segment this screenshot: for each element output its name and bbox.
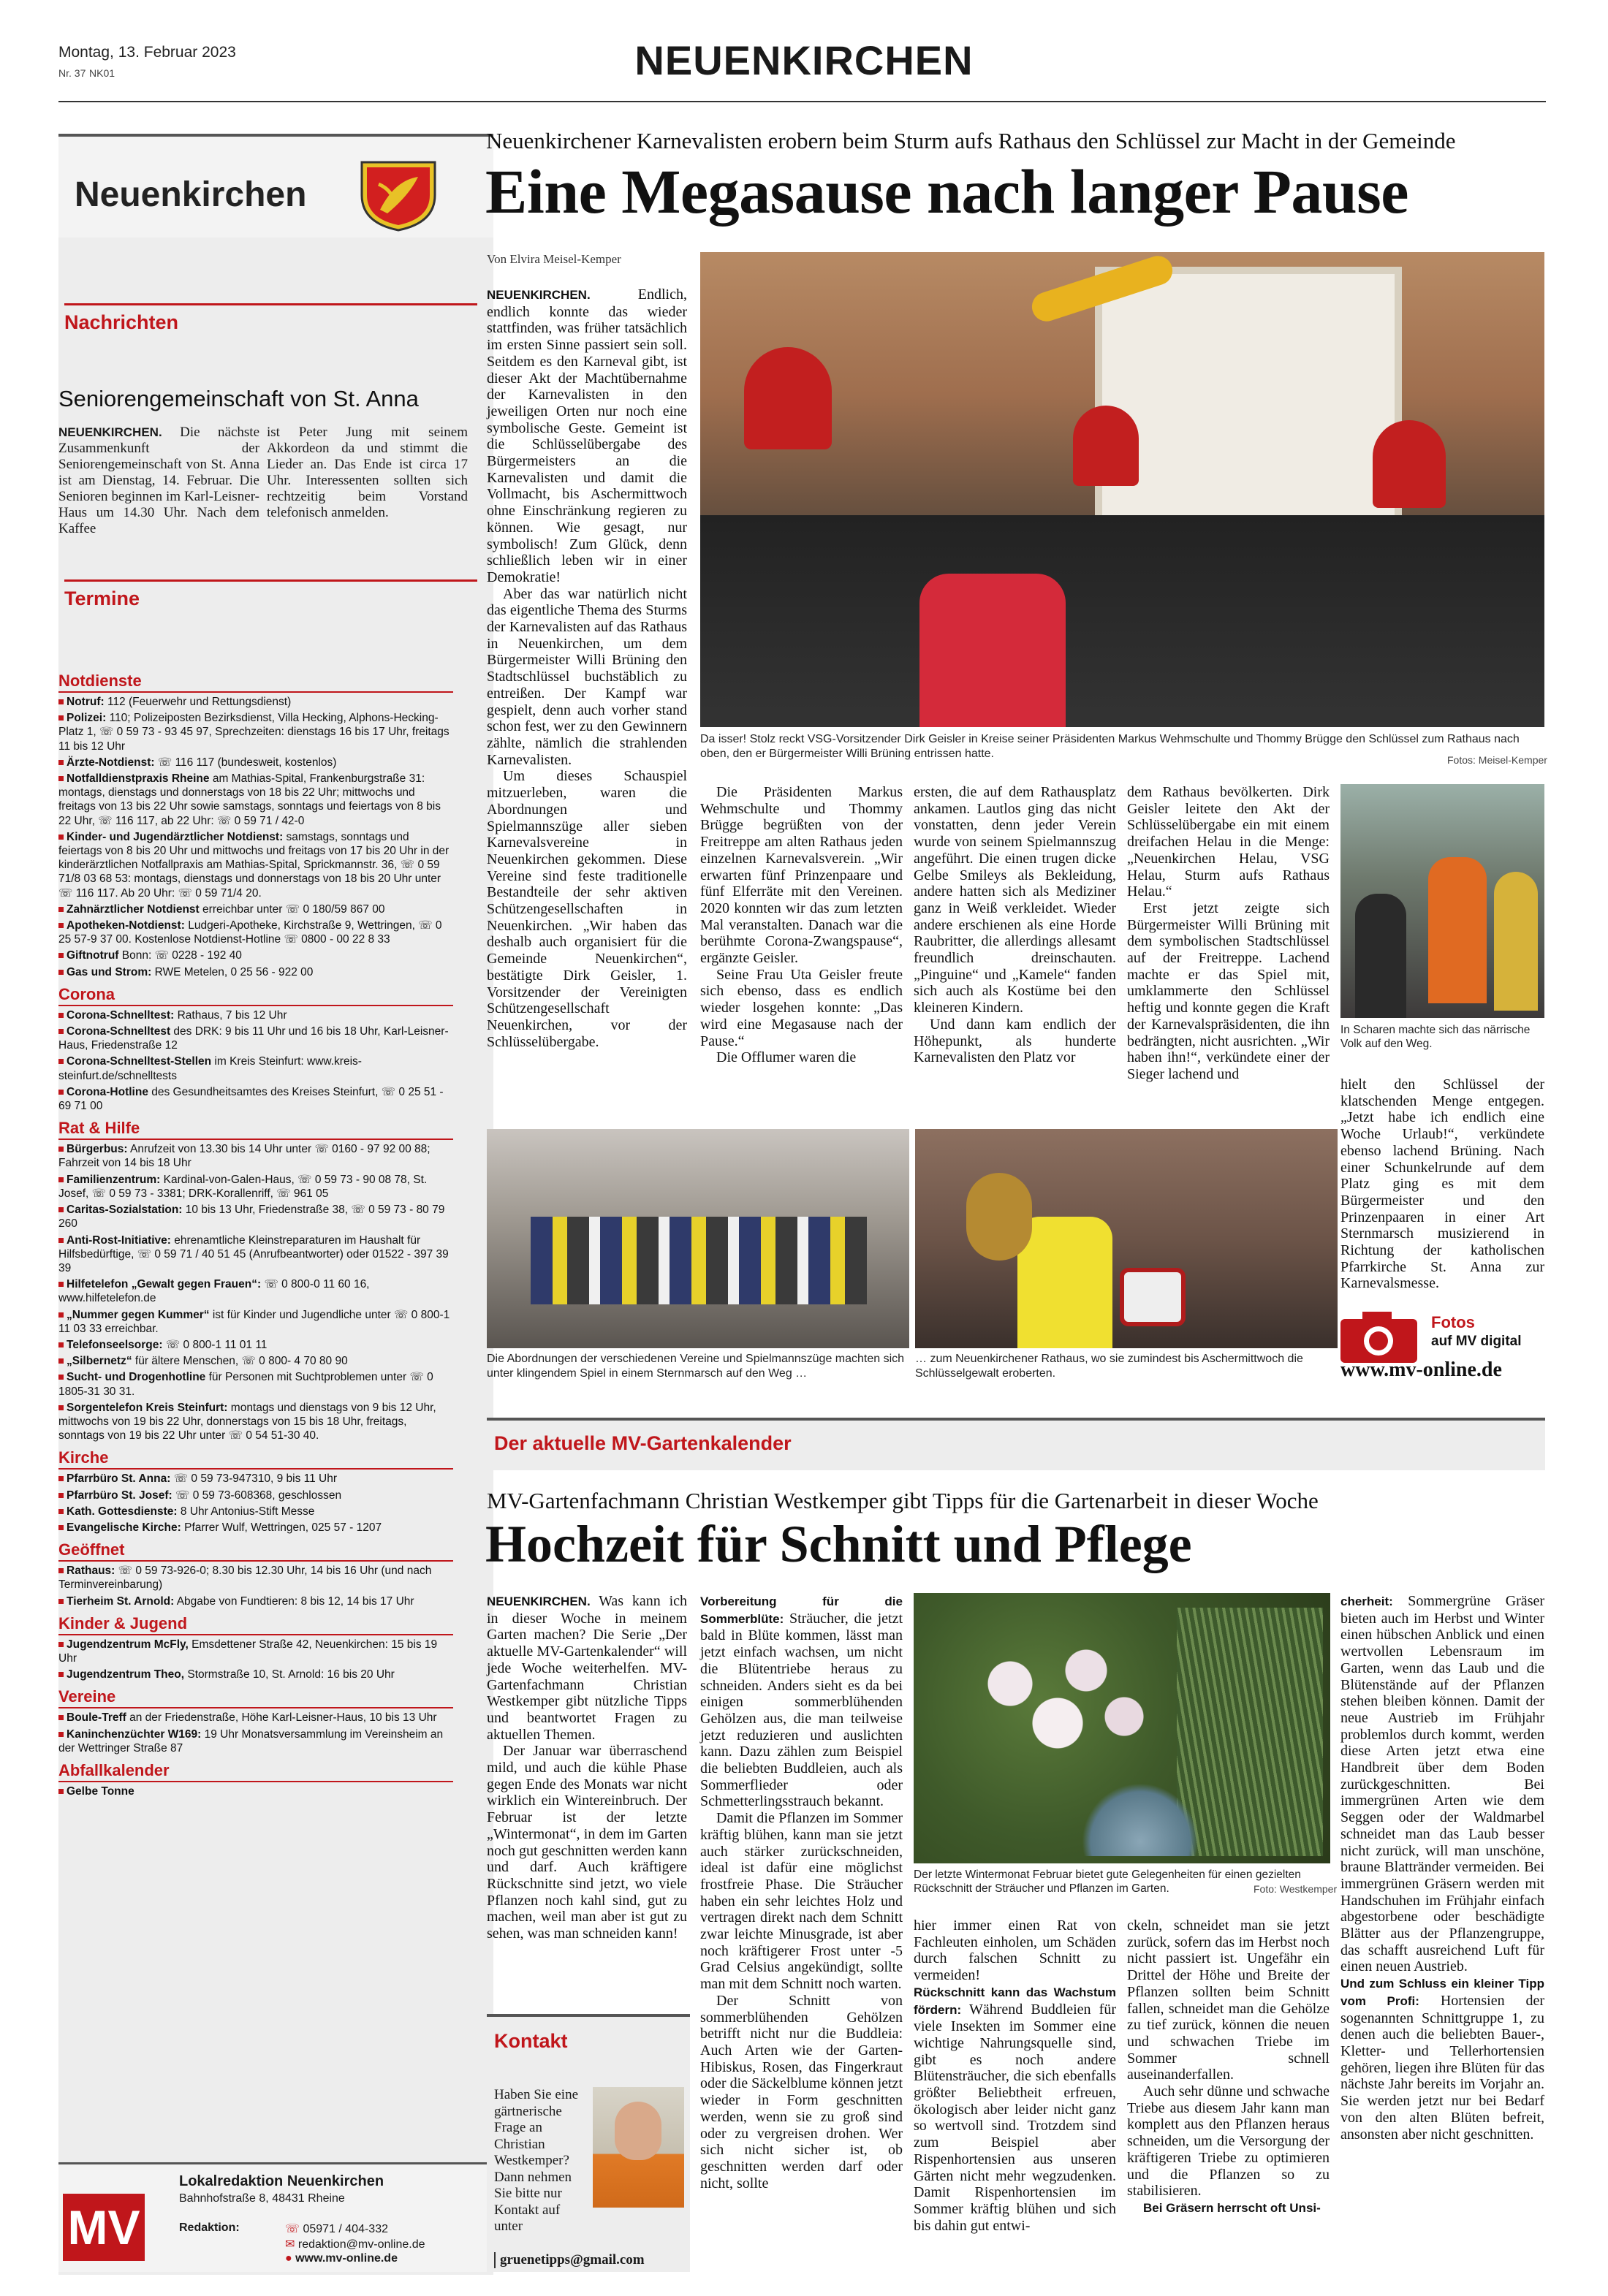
promo-line1: Fotos xyxy=(1431,1313,1475,1331)
photo-crowd-side xyxy=(1340,784,1544,1018)
service-item-text: ☏ 0 800-1 11 01 11 xyxy=(165,1338,268,1351)
bullet-icon xyxy=(58,1312,64,1318)
service-item-label: Kath. Gottesdienste: xyxy=(67,1505,178,1518)
service-item-label: Corona-Schnelltest xyxy=(67,1025,171,1038)
article1-col3 xyxy=(914,784,1116,1066)
service-item-text: 8 Uhr Antonius-Stift Messe xyxy=(180,1505,315,1518)
bullet-icon xyxy=(58,1147,64,1152)
service-item-text: 10 bis 13 Uhr, Friedenstraße 38, ☏ 0 59 73 - 80 79 260 xyxy=(58,1204,445,1231)
nachrichten-heading: Nachrichten xyxy=(64,303,477,334)
article2-col2-head: Vorbereitung für die Sommerblüte: xyxy=(700,1594,903,1626)
bullet-icon xyxy=(58,760,64,765)
service-item-text: Ludgeri-Apotheke, Kirchstraße 9, Wettringen, ☏ 0 25 57-9 37 00. Kostenlose Notdienst-Hotline ☏ 0800 - 00 22 8 33 xyxy=(58,919,442,946)
mv-logo: MV xyxy=(63,2194,145,2261)
bullet-icon xyxy=(58,1013,64,1018)
bullet-icon xyxy=(58,970,64,975)
bullet-icon xyxy=(58,699,64,704)
service-item-text: am Mathias-Spital, Frankenburgstraße 31: montags, dienstags und donnerstags von 18 bis 22 Uhr; mittwochs und freitags von 13 bis 22 Uhr sowie samstags, sonntags und feiertags von 8 bis 22 Uhr, ☏ 116 117, ab 22 Uhr: ☏ 0 59 71 / 42-0 xyxy=(58,772,441,827)
masthead-rule xyxy=(58,101,1546,102)
service-item xyxy=(58,965,453,979)
service-item-label: Corona-Schnelltest: xyxy=(67,1008,175,1022)
service-item xyxy=(58,1668,453,1681)
article2-col1-p1: Der Januar war überraschend mild, und auch die kühle Phase gegen Ende des Monats war nicht wirklich ein Wintereinbruch. Der Februar ist der letzte „Wintermonat“, in dem im Garten noch gut geschnitten werden kann und darf. Auch kräftigere Rückschnitte sind jetzt, wo viele Pflanzen noch kahl sind, gut zu machen, weil man aber ist gut zu sehen, was man schneiden kann! xyxy=(487,1743,687,1942)
article2-col5-lead: cherheit: xyxy=(1340,1594,1393,1608)
service-item-text: des Gesundheitsamtes des Kreises Steinfurt, ☏ 0 25 51 - 69 71 00 xyxy=(58,1085,444,1113)
promo-line2: auf MV digital xyxy=(1431,1334,1522,1349)
service-item xyxy=(58,1594,453,1608)
redaktion-web[interactable]: ● www.mv-online.de xyxy=(285,2252,398,2265)
senior-title: Seniorengemeinschaft von St. Anna xyxy=(58,386,419,411)
service-item-text: 19 Uhr Monatsversammlung im Vereinsheim an der Wettringer Straße 87 xyxy=(58,1727,444,1755)
bullet-icon xyxy=(58,1358,64,1364)
photo-march2-drum xyxy=(1120,1268,1186,1326)
redaktion-email-value[interactable]: redaktion@mv-online.de xyxy=(297,2238,425,2251)
bullet-icon xyxy=(58,953,64,958)
service-item xyxy=(58,1085,453,1113)
service-item-text: an der Friedenstraße, Höhe Karl-Leisner-Haus, 10 bis 13 Uhr xyxy=(129,1711,437,1725)
service-item-label: Evangelische Kirche: xyxy=(67,1521,181,1534)
bullet-icon xyxy=(58,907,64,912)
article2-col5-p0: Sommergrüne Gräser bieten auch im Herbst und Winter einen hübschen Anblick und einen wertvollen Lebensraum im Garten, wenn das Laub und die Blütenstände auf der Pflanzen stehen bleiben können. Damit der neue Austrieb im Frühjahr problemlos durch kommt, werden diese Arten jetzt etwa eine Handbreit über dem Boden zurückgeschnitten. Bei immergrünen Arten wie dem Seggen oder der Waldmarbel schneidet man das Laub besser nicht zurück, will man unschöne, braune Blattränder vermeiden. Bei immergrünen Gräsern werden mit Handschuhen im Frühjahr einfach abgestorbene oder beschädigte Blätter aus der Pflanzengruppe, das schafft ausreichend Luft für einen neuen Austrieb. xyxy=(1340,1593,1545,1975)
article2-kicker: MV-Gartenfachmann Christian Westkemper gibt Tipps für die Gartenarbeit in dieser Woche xyxy=(487,1488,1319,1513)
bullet-icon xyxy=(58,1715,64,1720)
article2-col4-p0: ckeln, schneidet man sie jetzt zurück, sofern das im Herbst noch nicht passiert ist. Ungefähr ein Drittel der Höhe und Breite der Pflanzen sollten beim Schnitt fallen, schneidet man die Gehölze zu tief zurück, können die neuen und schwachen Triebe im Sommer schnell auseinanderfallen. xyxy=(1127,1917,1330,2083)
service-item-label: Kinder- und Jugendärztlicher Notdienst: xyxy=(67,830,284,843)
bullet-icon xyxy=(58,1642,64,1647)
redaktion-phone: ☏ 05971 / 404-332 xyxy=(285,2223,388,2235)
service-item-text: ☏ 0 59 73-947310, 9 bis 11 Uhr xyxy=(173,1472,338,1486)
town-box xyxy=(58,134,493,237)
article2-dateline: NEUENKIRCHEN. xyxy=(487,1594,591,1608)
sidebar xyxy=(58,134,493,2275)
bullet-icon xyxy=(58,1789,64,1794)
promo-url[interactable]: www.mv-online.de xyxy=(1340,1358,1502,1381)
article1-col1-p1: Aber das war natürlich nicht das eigentliche Thema des Sturms der Karnevalisten auf das Rathaus in Neuenkirchen, um dem Bürgermeister Willi Brüning den Stadtschlüssel buchstäblich zu entreißen. Der Kampf war gespielt, denn auch vorher stand schon fest, wer zu den Gewinnern zählte, nämlich die strahlenden Karnevalisten. xyxy=(487,585,687,768)
article1-col2-p1: Seine Frau Uta Geisler freute sich ebenso, dass es endlich wieder losgehen konnte: „Das wird eine Megasause nach der Pause.“ xyxy=(700,966,903,1049)
service-item-label: Tierheim St. Arnold: xyxy=(67,1594,175,1608)
service-item xyxy=(58,1727,453,1755)
service-item-label: Gas und Strom: xyxy=(67,965,152,978)
bullet-icon xyxy=(58,1029,64,1034)
photo-garden xyxy=(914,1593,1330,1863)
article1-col5-p0: hielt den Schlüssel der klatschenden Menge entgegen. „Jetzt habe ich endlich eine Woche Urlaub!“, verkündete ebenso lachend Brüning. Nach einer Schunkelrunde auf dem Platz ging es mit dem Bürgermeister und den Prinzenpaaren in einer Art Sternmarsch musizierend in Richtung der katholischen Pfarrkirche St. Anna zur Karnevalsmesse. xyxy=(1340,1076,1544,1292)
article1-col1-p2: Um dieses Schauspiel mitzuerleben, waren die Abordnungen und Spielmannszüge aller sieben Karnevalsvereine in Neuenkirchen gekommen. Diese Vereine sind feste traditionelle Bestandteile der sehr aktiven Schützengesellschaften in Neuenkirchen. „Wir haben das deshalb auch organisiert für die Gemeinde Neuenkirchen“, bestätigte Dirk Geisler, 1. Vorsitzender der Vereinigten Schützengesellschaft Neuenkirchen, vor der Schlüsselübergabe. xyxy=(487,768,687,1050)
service-item xyxy=(58,1173,453,1201)
kontakt-photo xyxy=(593,2087,684,2208)
bullet-icon xyxy=(58,1282,64,1287)
service-item-text: Rathaus, 7 bis 12 Uhr xyxy=(177,1008,287,1022)
termine-heading: Termine xyxy=(64,579,477,610)
photo-main-credit: Fotos: Meisel-Kemper xyxy=(1447,754,1547,766)
article2-col4-p1: Auch sehr dünne und schwache Triebe aus diesem Jahr kann man komplett aus den Pflanzen heraus schneiden, um die Versorgung der kräftigeren Triebe zu optimieren und die Pflanzen so zu stabilisieren. xyxy=(1127,2083,1330,2200)
service-item-text: Abgabe von Fundtieren: 8 bis 12, 14 bis 17 Uhr xyxy=(176,1594,414,1608)
redaktion-address: Bahnhofstraße 8, 48431 Rheine xyxy=(179,2192,345,2205)
article2-col2 xyxy=(700,1593,903,2192)
article2-col4 xyxy=(1127,1917,1330,2217)
photo-side-figure-2 xyxy=(1355,894,1406,1018)
article2-col3 xyxy=(914,1917,1116,2234)
service-item-text: Kardinal-von-Galen-Haus, ☏ 0 59 73 - 90 08 78, St. Josef, ☏ 0 59 73 - 3381; DRK-Korallenriff, ☏ 961 05 xyxy=(58,1173,428,1200)
article1-kicker: Neuenkirchener Karnevalisten erobern beim Sturm aufs Rathaus den Schlüssel zur Macht in der Gemeinde xyxy=(486,128,1456,153)
service-item xyxy=(58,1354,453,1368)
bullet-icon xyxy=(58,1207,64,1212)
service-item-label: Notfalldienstpraxis Rheine xyxy=(67,772,210,786)
article2-col5-p1: Hortensien der sogenannten Schnittgruppe 1, zu denen auch die beliebten Bauer-, Kletter- und Tellerhortensien gehören, liegen ihre Blüten für das nächste Jahr bereits im Vorjahr an. Sie werden jetzt nur bei Bedarf von den alten Blüten befreit, ansonsten aber nicht geschnitten. xyxy=(1340,1992,1545,2143)
article1-col3-p0: ersten, die auf dem Rathausplatz ankamen. Lautlos ging das nicht vonstatten, denn jeder Verein wurde von seinem Spielmannszug angeführt. Die einen trugen dicke Gelbe Smileys als Bekleidung, andere hatten sich als Mediziner ganz in Weiß verkleidet. Wieder andere erschienen als eine Horde Raubritter, die allerdings allesamt freundlich dreinschauten. „Pinguine“ und „Kamele“ fanden sich auch als Kostüme bei den kleineren Kindern. xyxy=(914,784,1116,1016)
service-item-text: Emsdettener Straße 42, Neuenkirchen: 15 bis 19 Uhr xyxy=(58,1638,438,1665)
service-item-label: Caritas-Sozialstation: xyxy=(67,1204,183,1217)
photo-march2-tuba xyxy=(966,1173,1032,1261)
service-item xyxy=(58,1711,453,1725)
service-item xyxy=(58,1233,453,1276)
bullet-icon xyxy=(58,1509,64,1514)
senior-text-b: ist Peter Jung mit seinem Akkordeon da und stimmt die Lieder an. Das Ende ist circa 17 Uhr. Interessenten sollten sich rechtzeitig beim Vorstand telefonisch anmelden. xyxy=(267,425,468,520)
service-item-text: RWE Metelen, 0 25 56 - 922 00 xyxy=(154,965,314,978)
article1-col2-p0: Die Präsidenten Markus Wehmschulte und Thommy Brügge begrüßten von der Freitreppe am alten Rathaus jeden einzelnen Karnevalsverein. „Wir erwarten fünf Prinzenpaare und fünf Elferräte mit den Vereinen. 2020 konnten wir das zum letzten Mal veranstalten. Danach war die berühmte Corona-Zwangspause“, ergänzte Geisler. xyxy=(700,784,903,967)
article1-dateline: NEUENKIRCHEN. xyxy=(487,288,591,302)
service-item-label: Ärzte-Notdienst: xyxy=(67,756,155,769)
article2-col3-p1: Während Buddleien für viele Insekten im Sommer eine wichtige Nahrungsquelle sind, gibt es noch andere Blütensträucher, die sich ebenfalls größter Beliebtheit erfreuen, ökologisch aber leider nicht ganz so wertvoll sind. Trotzdem sind zum Beispiel aber Rispenhortensien aus unseren Gärten nicht mehr wegzudenken. Damit Rispenhortensien im Sommer kräftig blühen und sich bis dahin gut entwi- xyxy=(914,2001,1116,2234)
service-heading: Notdienste xyxy=(58,672,453,693)
town-name: Neuenkirchen xyxy=(75,175,307,214)
service-item-text: im Kreis Steinfurt: www.kreis-steinfurt.de/schnelltests xyxy=(58,1055,362,1082)
service-item-label: Notruf: xyxy=(67,696,105,708)
article1-col1-p0: Endlich, endlich konnte das wieder stattfinden, was früher tatsächlich im ersten Sinne passiert sein soll. Seitdem es den Karneval gibt, ist dieser Akt der Machtübernahme der Karnevalisten in den jeweiligen Orten nur noch eine symbolische Geste. Gemeint ist die Schlüsselübergabe des Bürgermeisters an die Karnevalisten und damit die Vollmacht, bis Aschermittwoch ohne Einschränkung regieren zu können. Wie gesagt, nur symbolisch! Zum Glück, denn schließlich leben wir in einer Demokratie! xyxy=(487,286,687,585)
service-item-text: für ältere Menschen, ☏ 0 800- 4 70 80 90 xyxy=(134,1355,348,1368)
bullet-icon xyxy=(58,1405,64,1410)
camera-icon xyxy=(1340,1312,1417,1366)
photo-b1-caption: Die Abordnungen der verschiedenen Vereine und Spielmannszüge machten sich unter klingendem Spiel in einem Sternmarsch auf den Weg … xyxy=(487,1353,905,1380)
service-heading: Kirche xyxy=(58,1448,453,1470)
bullet-icon xyxy=(58,1375,64,1380)
article2-col2-p0: Sträucher, die jetzt bald in Blüte kommen, lässt man jetzt einfach wachsen, um nicht die Blütentriebe heraus zu schneiden. Anders sieht es da bei einigen sommerblühenden Gehölzen aus, die man teilweise jetzt reduzieren und auslichten kann. Dazu zählen zum Beispiel die beliebten Buddleien, auch als Sommerflieder oder Schmetterlingsstrauch bekannt. xyxy=(700,1610,903,1810)
service-item-label: Jugendzentrum McFly, xyxy=(67,1638,189,1651)
service-item xyxy=(58,1489,453,1502)
service-item xyxy=(58,711,453,753)
bullet-icon xyxy=(58,835,64,840)
article2-col2-p1: Damit die Pflanzen im Sommer kräftig blühen, kann man sie jetzt auch stärker zurückschneiden, ideal ist dafür eine möglichst frostfreie Phase. Die Sträucher haben ein sehr leichtes Holz und vertragen direkt nach dem Schnitt zwar leichte Minusgrade, ist aber noch kräftigerer Frost unter -5 Grad Celsius angekündigt, sollte man mit dem Schnitt noch warten. xyxy=(700,1810,903,1993)
bullet-icon xyxy=(58,1238,64,1243)
service-item xyxy=(58,1784,453,1798)
service-item-label: Anti-Rost-Initiative: xyxy=(67,1233,171,1247)
service-item-label: Sorgentelefon Kreis Steinfurt: xyxy=(67,1401,228,1414)
bullet-icon xyxy=(58,1476,64,1481)
service-item xyxy=(58,1638,453,1665)
service-heading: Vereine xyxy=(58,1687,453,1708)
redaktion-title: Lokalredaktion Neuenkirchen xyxy=(179,2173,384,2189)
service-item-text: samstags, sonntags und feiertags von 8 bis 20 Uhr und mittwochs und freitags von 17 bis 20 Uhr in der kinderärztlichen Notfallpraxis am Mathias-Spital, Sprickmannstr. 36, ☏ 0 59 71/8 03 68 53: montags, dienstags und donnerstags von 18 bis 20 Uhr unter ☏ 116 117. Ab 20 Uhr: ☏ 0 59 71/4 20. xyxy=(58,830,450,900)
photo-garden-blossoms xyxy=(972,1644,1162,1776)
service-item-text: 110; Polizeiposten Bezirksdienst, Villa Hecking, Alphons-Hecking-Platz 1, ☏ 0 59 73 - 93 45 97, Sprechzeiten: dienstags 16 bis 17 Uhr, freitags 11 bis 12 Uhr xyxy=(58,712,450,753)
service-item-text: montags und dienstags von 9 bis 12 Uhr, mittwochs von 19 bis 22 Uhr, donnerstags von 15 bis 18 Uhr, freitags, sonntags von 19 bis 22 Uhr unter ☏ 0 54 51-30 40. xyxy=(58,1401,436,1442)
article2-col4-tail: Bei Gräsern herrscht oft Unsi- xyxy=(1143,2200,1321,2215)
photo-hat-1 xyxy=(744,347,832,449)
garden-section-title: Der aktuelle MV-Gartenkalender xyxy=(494,1432,792,1454)
service-item xyxy=(58,1203,453,1231)
service-item xyxy=(58,1472,453,1486)
service-item-label: Kaninchenzüchter W169: xyxy=(67,1727,202,1741)
service-item-text: des DRK: 9 bis 11 Uhr und 16 bis 18 Uhr, Karl-Leisner-Haus, Friedenstraße 12 xyxy=(58,1025,449,1052)
masthead-date: Montag, 13. Februar 2023 xyxy=(58,44,236,61)
service-heading: Geöffnet xyxy=(58,1540,453,1562)
photo-main-caption xyxy=(700,732,1544,761)
service-item-label: Giftnotruf xyxy=(67,949,119,962)
bullet-icon xyxy=(58,1732,64,1737)
article2-col1 xyxy=(487,1593,687,1942)
article1-col2 xyxy=(700,784,903,1066)
service-item xyxy=(58,949,453,962)
service-item xyxy=(58,1401,453,1443)
service-item-text: Anrufzeit von 13.30 bis 14 Uhr unter ☏ 0160 - 97 92 00 88; Fahrzeit von 14 bis 18 Uhr xyxy=(58,1143,431,1170)
masthead-title: NEUENKIRCHEN xyxy=(634,37,974,83)
photo-march-1 xyxy=(487,1129,909,1348)
service-heading: Kinder & Jugend xyxy=(58,1614,453,1635)
article2-col5-head: Und zum Schluss ein kleiner Tipp vom Profi: xyxy=(1340,1977,1544,2008)
garden-section-bar xyxy=(487,1418,1545,1470)
service-heading: Rat & Hilfe xyxy=(58,1119,453,1140)
photo-march-2 xyxy=(915,1129,1338,1348)
senior-text-a-body: Die nächste Zusammenkunft der Seniorengemeinschaft von St. Anna ist am Dienstag, 14. Februar. Die Senioren beginnen im Karl-Leisner-Haus um 14.30 Uhr. Nach dem Kaffee xyxy=(58,425,259,536)
article2-col3-p0: hier immer einen Rat von Fachleuten einholen, um Schäden durch falschen Schnitt zu vermeiden! xyxy=(914,1917,1116,1984)
kontakt-heading: Kontakt xyxy=(494,2030,568,2052)
photo-garden-caption: Der letzte Wintermonat Februar bietet gute Gelegenheiten für einen gezielten Rückschnitt der Sträucher und Pflanzen im Garten. xyxy=(914,1869,1301,1895)
photo-door xyxy=(1095,267,1402,530)
redaktion-web-value[interactable]: www.mv-online.de xyxy=(295,2252,398,2265)
service-item xyxy=(58,695,453,709)
photo-garden-credit: Foto: Westkemper xyxy=(1254,1883,1338,1895)
article2-col5 xyxy=(1340,1593,1544,2143)
service-item-label: Jugendzentrum Theo, xyxy=(67,1668,185,1681)
masthead-issue: Nr. 37 xyxy=(58,67,86,79)
service-item xyxy=(58,1338,453,1352)
service-item xyxy=(58,902,453,916)
photo-hat-3 xyxy=(1373,420,1446,508)
service-item-label: Gelbe Tonne xyxy=(67,1784,134,1798)
service-item-label: Corona-Hotline xyxy=(67,1085,148,1098)
service-item xyxy=(58,1308,453,1336)
service-item-text: ist für Kinder und Jugendliche unter ☏ 0 800-1 11 03 33 erreichbar. xyxy=(58,1308,450,1335)
service-item xyxy=(58,772,453,828)
article1-col3-p1: Und dann kam endlich der Höhepunkt, als hunderte Karnevalisten den Platz vor xyxy=(914,1016,1116,1066)
service-item xyxy=(58,756,453,769)
service-item-label: Telefonseelsorge: xyxy=(67,1338,163,1351)
article1-headline: Eine Megasause nach langer Pause xyxy=(485,156,1408,227)
kontakt-photo-head xyxy=(615,2102,661,2160)
photo-hat-2 xyxy=(1073,406,1139,486)
service-item-text: ehrenamtliche Kleinstreparaturen im Haushalt für Hilfsbedürftige, ☏ 0 59 71 / 40 51 45 (Anrufbeantworter) oder 01522 - 397 39 39 xyxy=(58,1233,449,1274)
article1-col1 xyxy=(487,286,687,1050)
service-item-text: ☏ 0 59 73-608368, geschlossen xyxy=(175,1489,342,1502)
service-item-text: ☏ 116 117 (bundesweit, kostenlos) xyxy=(157,756,337,769)
service-item-label: Corona-Schnelltest-Stellen xyxy=(67,1055,212,1068)
article1-col4-p0: dem Rathaus bevölkerten. Dirk Geisler leitete den Akt der Schlüsselübergabe ein mit einem dreifachen Helau in die Menge: „Neuenkirchen Helau, VSG Helau, Sturm aufs Rathaus Helau.“ xyxy=(1127,784,1330,900)
bullet-icon xyxy=(58,1525,64,1530)
redaktion-phone-value: 05971 / 404-332 xyxy=(303,2223,388,2235)
photo-carnival-key xyxy=(700,252,1544,727)
service-item-label: Pfarrbüro St. Josef: xyxy=(67,1489,172,1502)
photo-main-caption-text: Da isser! Stolz reckt VSG-Vorsitzender Dirk Geisler in Kreise seiner Präsidenten Markus Wehmschulte und Thommy Brügge den Schlüssel zum Rathaus nach oben, den er Bürgermeister Willi Brüning entrissen hatte. xyxy=(700,733,1520,760)
masthead-code: NK01 xyxy=(89,67,115,79)
article1-col4-p1: Erst jetzt zeigte sich Bürgermeister Willi Brüning mit dem symbolischen Stadtschlüssel auf der Freitreppe. Lachend machte er das Spiel mit, umklammerte den Schlüssel heftig und konnte gegen die Kraft der Karnevalspräsidenten, die ihn bedrängten, nicht ausrichten. „Wir haben ihn!“, verkündete einer der Sieger lachend und xyxy=(1127,900,1330,1082)
service-item xyxy=(58,919,453,946)
service-item-label: Bürgerbus: xyxy=(67,1143,128,1156)
service-heading: Corona xyxy=(58,985,453,1006)
service-item-label: Boule-Treff xyxy=(67,1711,126,1725)
redaktion-email[interactable]: ✉ redaktion@mv-online.de xyxy=(285,2238,425,2251)
article2-col3-head: Rückschnitt kann das Wachstum fördern: xyxy=(914,1985,1116,2017)
service-item xyxy=(58,1370,453,1398)
bullet-icon xyxy=(58,1342,64,1347)
senior-dateline: NEUENKIRCHEN. xyxy=(58,425,162,439)
kontakt-box xyxy=(487,2014,690,2272)
redaktion-box xyxy=(58,2162,493,2272)
service-item-text: ☏ 0 800-0 11 60 16, www.hilfetelefon.de xyxy=(58,1278,370,1305)
kontakt-email[interactable]: gruenetipps@gmail.com xyxy=(494,2252,645,2268)
service-item-label: „Silbernetz“ xyxy=(67,1355,132,1368)
service-item xyxy=(58,1142,453,1170)
article1-col4 xyxy=(1127,784,1330,1083)
service-item-label: Polizei: xyxy=(67,712,107,725)
photo-crowd xyxy=(700,515,1544,727)
article2-headline: Hochzeit für Schnitt und Pflege xyxy=(485,1515,1192,1573)
service-item xyxy=(58,1008,453,1022)
service-item-text: Pfarrer Wulf, Wettringen, 025 57 - 1207 xyxy=(184,1521,382,1534)
photo-march2-yellow xyxy=(1017,1217,1112,1348)
photo-garden-grass xyxy=(1177,1608,1323,1856)
article1-byline: Von Elvira Meisel-Kemper xyxy=(487,252,621,266)
service-item-label: Familienzentrum: xyxy=(67,1173,161,1186)
article2-col1-p0: Was kann ich in dieser Woche in meinem Garten machen? Die Serie „Der aktuelle MV-Gartenkalender“ will jede Woche weiterhelfen. MV-Gartenfachmann Christian Westkemper gibt nützliche Tipps und beantwortet Fragen zu aktuellen Themen. xyxy=(487,1593,688,1743)
service-item-text: Stormstraße 10, St. Arnold: 16 bis 20 Uhr xyxy=(187,1668,395,1681)
photo-side-figure-3 xyxy=(1494,872,1538,1011)
photo-side-caption: In Scharen machte sich das närrische Volk auf den Weg. xyxy=(1340,1024,1531,1050)
service-item-label: Sucht- und Drogenhotline xyxy=(67,1371,206,1384)
bullet-icon xyxy=(58,1059,64,1064)
senior-text-a xyxy=(58,425,259,537)
coat-of-arms-icon xyxy=(358,159,439,235)
promo-box[interactable] xyxy=(1340,1312,1544,1385)
service-list xyxy=(58,666,453,1801)
bullet-icon xyxy=(58,1090,64,1095)
bullet-icon xyxy=(58,1568,64,1573)
article1-col2-p2: Die Offlumer waren die xyxy=(716,1049,857,1066)
service-item xyxy=(58,1054,453,1082)
service-item-label: Pfarrbüro St. Anna: xyxy=(67,1472,171,1486)
service-item xyxy=(58,1521,453,1535)
service-item-label: Apotheken-Notdienst: xyxy=(67,919,185,932)
kontakt-text: Haben Sie eine gärtnerische Frage an Christian Westkemper? Dann nehmen Sie bitte nur Kontakt auf unter xyxy=(494,2087,579,2234)
bullet-icon xyxy=(58,1177,64,1182)
bullet-icon xyxy=(58,715,64,721)
service-item-text: 112 (Feuerwehr und Rettungsdienst) xyxy=(107,696,292,708)
service-item xyxy=(58,1564,453,1592)
redaktion-label: Redaktion: xyxy=(179,2221,240,2234)
bullet-icon xyxy=(58,1672,64,1677)
service-item-text: ☏ 0 59 73-926-0; 8.30 bis 12.30 Uhr, 14 bis 16 Uhr (und nach Terminvereinbarung) xyxy=(58,1565,432,1592)
bullet-icon xyxy=(58,923,64,928)
photo-b2-caption: … zum Neuenkirchener Rathaus, wo sie zumindest bis Aschermittwoch die Schlüsselgewalt eroberten. xyxy=(915,1353,1303,1380)
bullet-icon xyxy=(58,776,64,781)
bullet-icon xyxy=(58,1599,64,1604)
service-item xyxy=(58,830,453,900)
service-heading: Abfallkalender xyxy=(58,1761,453,1782)
service-item xyxy=(58,1277,453,1305)
photo-child-jacket xyxy=(919,574,1066,727)
service-item-text: erreichbar unter ☏ 0 180/59 867 00 xyxy=(202,902,385,916)
service-item xyxy=(58,1025,453,1052)
article2-col2-p2: Der Schnitt von sommerblühenden Gehölzen betrifft nicht nur die Buddleia: Auch Arten wie der Garten-Hibiskus, Rosen, das Fingerkraut oder die Säckelblume können jetzt wieder in Form geschnitten werden, wenn sie zu groß sind oder zu vergreisen drohen. Wer sich nicht sicher ist, ob geschnitten werden darf oder nicht, sollte xyxy=(700,1992,903,2192)
service-item-label: Rathaus: xyxy=(67,1565,115,1578)
article1-col5 xyxy=(1340,1076,1544,1292)
photo-side-figure-1 xyxy=(1428,857,1487,1003)
bullet-icon xyxy=(58,1493,64,1498)
service-item-label: „Nummer gegen Kummer“ xyxy=(67,1308,210,1321)
photo-garden-fescue xyxy=(1082,1783,1199,1856)
photo-march1-band xyxy=(531,1217,867,1304)
service-item-label: Hilfetelefon „Gewalt gegen Frauen“: xyxy=(67,1278,262,1291)
service-item-text: Bonn: ☏ 0228 - 192 40 xyxy=(121,949,242,962)
service-item xyxy=(58,1505,453,1518)
service-item-text: für Personen mit Suchtproblemen unter ☏ 0 1805-31 30 31. xyxy=(58,1371,433,1398)
service-item-label: Zahnärztlicher Notdienst xyxy=(67,902,200,916)
